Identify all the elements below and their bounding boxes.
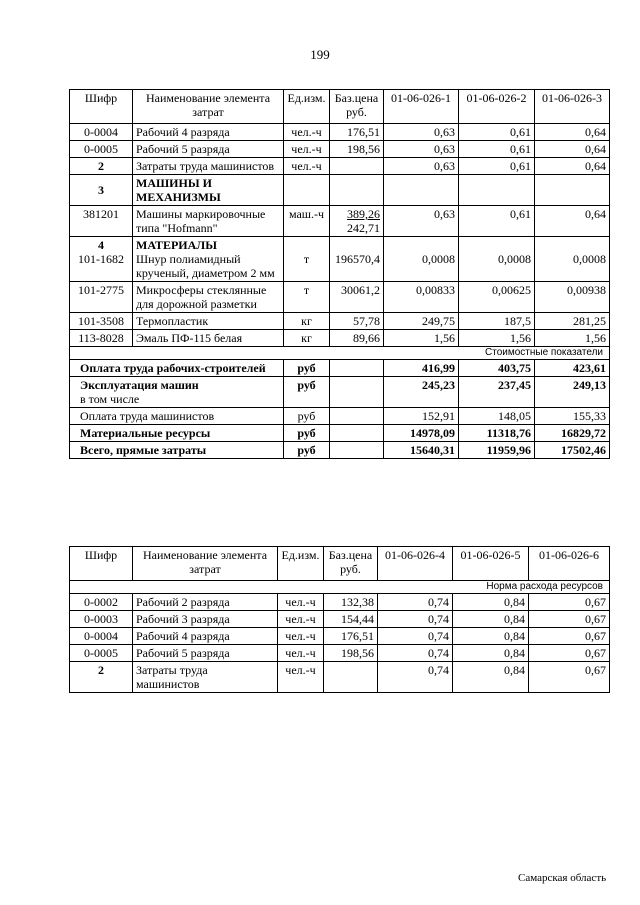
cell-price: 57,78 <box>330 313 384 330</box>
cell-value-2: 187,5 <box>459 313 535 330</box>
cell-value-2: 0,84 <box>453 594 529 611</box>
cell-name <box>133 237 284 282</box>
empty-cell <box>330 442 384 459</box>
cell-name: Рабочий 5 разряда <box>133 645 278 662</box>
section-row <box>70 237 610 282</box>
cell-name: Затраты труда машинистов <box>133 662 278 693</box>
cell-price: 176,51 <box>324 628 378 645</box>
cell-value-1: 0,63 <box>384 124 459 141</box>
cell-unit: кг <box>284 313 330 330</box>
cell-value-2: 0,84 <box>453 645 529 662</box>
cost-unit: руб <box>284 377 330 408</box>
cost-value-1: 15640,31 <box>384 442 459 459</box>
cell-value-2: 0,0008 <box>459 237 535 282</box>
cost-title: Эксплуатация машин <box>80 378 199 392</box>
cell-price: 196570,4 <box>330 237 384 282</box>
cell-value-3: 0,64 <box>535 206 610 237</box>
cell-price: 89,66 <box>330 330 384 347</box>
cost-value-2: 11959,96 <box>459 442 535 459</box>
empty-cell <box>535 175 610 206</box>
section-code <box>70 237 133 282</box>
cell-unit: чел.-ч <box>284 158 330 175</box>
cost-value-2: 237,45 <box>459 377 535 408</box>
table-row <box>70 330 610 347</box>
cell-unit: т <box>284 282 330 313</box>
cell-value-1: 0,74 <box>378 628 453 645</box>
cost-value-2: 11318,76 <box>459 425 535 442</box>
cell-value-2: 0,84 <box>453 628 529 645</box>
cell-value-1: 0,74 <box>378 611 453 628</box>
cell-value-2: 0,61 <box>459 206 535 237</box>
empty-cell <box>284 175 330 206</box>
cost-row <box>70 377 610 408</box>
cost-value-1: 245,23 <box>384 377 459 408</box>
cell-price: 132,38 <box>324 594 378 611</box>
table-row <box>70 282 610 313</box>
cost-value-1: 416,99 <box>384 360 459 377</box>
cost-subtitle: в том числе <box>80 392 140 406</box>
section-label-row <box>70 347 610 360</box>
price-primary: 389,26 <box>347 207 380 221</box>
cell-name: Рабочий 4 разряда <box>133 124 284 141</box>
cell-price <box>330 158 384 175</box>
header-price: Баз.цена руб. <box>330 90 384 124</box>
cell-name: Рабочий 2 разряда <box>133 594 278 611</box>
header-price: Баз.цена руб. <box>324 547 378 581</box>
cell-unit: чел.-ч <box>278 594 324 611</box>
cost-row <box>70 442 610 459</box>
cell-code: 0-0002 <box>70 594 133 611</box>
cell-value-3: 0,64 <box>535 141 610 158</box>
empty-cell <box>330 360 384 377</box>
cell-value-3: 0,67 <box>529 662 610 693</box>
header-name: Наименование элемента затрат <box>133 547 278 581</box>
cell-value-3: 0,00938 <box>535 282 610 313</box>
page-number: 199 <box>310 47 330 62</box>
cell-code: 101-3508 <box>70 313 133 330</box>
cost-unit: руб <box>284 360 330 377</box>
cell-name: Машины маркировочные типа "Hofmann" <box>133 206 284 237</box>
table-row <box>70 313 610 330</box>
cost-row <box>70 408 610 425</box>
cost-value-3: 155,33 <box>535 408 610 425</box>
cell-unit: чел.-ч <box>284 124 330 141</box>
empty-cell <box>330 175 384 206</box>
cost-name: Материальные ресурсы <box>70 425 284 442</box>
section-number: 4 <box>98 238 104 252</box>
table-row <box>70 611 610 628</box>
cell-value-2: 1,56 <box>459 330 535 347</box>
cell-value-3: 0,67 <box>529 628 610 645</box>
header-unit: Ед.изм. <box>278 547 324 581</box>
table-row <box>70 628 610 645</box>
cell-price: 30061,2 <box>330 282 384 313</box>
cell-value-2: 0,61 <box>459 158 535 175</box>
table-row <box>70 158 610 175</box>
empty-cell <box>330 377 384 408</box>
cell-price: 198,56 <box>330 141 384 158</box>
cost-row <box>70 425 610 442</box>
cell-value-2: 0,00625 <box>459 282 535 313</box>
cell-code: 2 <box>70 158 133 175</box>
section-title: МАТЕРИАЛЫ <box>136 238 217 252</box>
cell-name: Затраты труда машинистов <box>133 158 284 175</box>
norm-section-label: Норма расхода ресурсов <box>70 581 610 594</box>
empty-cell <box>384 175 459 206</box>
cell-value-1: 0,00833 <box>384 282 459 313</box>
cost-name <box>70 377 284 408</box>
header-unit: Ед.изм. <box>284 90 330 124</box>
cell-price: 176,51 <box>330 124 384 141</box>
cell-value-3: 0,67 <box>529 594 610 611</box>
cell-value-3: 281,25 <box>535 313 610 330</box>
header-code: Шифр <box>70 90 133 124</box>
empty-cell <box>324 662 378 693</box>
cell-name: Микросферы стеклянные для дорожной разметки <box>133 282 284 313</box>
cost-value-1: 152,91 <box>384 408 459 425</box>
table-row <box>70 124 610 141</box>
cell-value-3: 0,67 <box>529 645 610 662</box>
table-header-row <box>70 90 610 124</box>
resource-table-1 <box>69 89 610 459</box>
cell-value-1: 0,63 <box>384 141 459 158</box>
header-col-6: 01-06-026-6 <box>529 547 610 581</box>
cell-value-1: 249,75 <box>384 313 459 330</box>
cell-price <box>330 206 384 237</box>
cost-name: Всего, прямые затраты <box>70 442 284 459</box>
table-row <box>70 594 610 611</box>
cell-value-2: 0,84 <box>453 662 529 693</box>
cell-name: Рабочий 3 разряда <box>133 611 278 628</box>
cell-unit: чел.-ч <box>278 611 324 628</box>
cell-code: 0-0004 <box>70 124 133 141</box>
footer-region: Самарская область <box>518 872 607 884</box>
cost-unit: руб <box>284 425 330 442</box>
table-header-row <box>70 547 610 581</box>
cell-value-3: 0,0008 <box>535 237 610 282</box>
cost-value-3: 16829,72 <box>535 425 610 442</box>
cost-value-2: 148,05 <box>459 408 535 425</box>
cell-code: 101-2775 <box>70 282 133 313</box>
cell-value-3: 0,67 <box>529 611 610 628</box>
cell-name: Рабочий 4 разряда <box>133 628 278 645</box>
section-row <box>70 175 610 206</box>
cell-unit: маш.-ч <box>284 206 330 237</box>
cell-code: 381201 <box>70 206 133 237</box>
cell-value-2: 0,84 <box>453 611 529 628</box>
empty-cell <box>459 175 535 206</box>
header-col-1: 01-06-026-1 <box>384 90 459 124</box>
header-col-4: 01-06-026-4 <box>378 547 453 581</box>
cost-row <box>70 360 610 377</box>
table-row <box>70 645 610 662</box>
cell-value-1: 1,56 <box>384 330 459 347</box>
cell-unit: чел.-ч <box>278 662 324 693</box>
cell-value-1: 0,74 <box>378 662 453 693</box>
header-col-3: 01-06-026-3 <box>535 90 610 124</box>
cost-name: Оплата труда машинистов <box>70 408 284 425</box>
cell-code: 0-0004 <box>70 628 133 645</box>
cell-value-3: 0,64 <box>535 158 610 175</box>
material-name: Шнур полиамидный крученый, диаметром 2 мм <box>136 252 275 280</box>
cell-code: 0-0005 <box>70 141 133 158</box>
cell-price: 198,56 <box>324 645 378 662</box>
cell-unit: чел.-ч <box>278 628 324 645</box>
price-secondary: 242,71 <box>347 221 380 235</box>
cell-code: 101-1682 <box>78 252 124 266</box>
cell-name: Эмаль ПФ-115 белая <box>133 330 284 347</box>
cell-value-3: 1,56 <box>535 330 610 347</box>
cost-value-3: 17502,46 <box>535 442 610 459</box>
section-label-row <box>70 581 610 594</box>
table-row <box>70 662 610 693</box>
cell-value-2: 0,61 <box>459 124 535 141</box>
cell-value-1: 0,74 <box>378 645 453 662</box>
cell-name: Термопластик <box>133 313 284 330</box>
cost-unit: руб <box>284 442 330 459</box>
cell-value-1: 0,63 <box>384 158 459 175</box>
cell-unit: чел.-ч <box>284 141 330 158</box>
cell-value-1: 0,63 <box>384 206 459 237</box>
cell-code: 0-0005 <box>70 645 133 662</box>
cell-value-1: 0,74 <box>378 594 453 611</box>
cell-code: 113-8028 <box>70 330 133 347</box>
cost-value-1: 14978,09 <box>384 425 459 442</box>
header-col-2: 01-06-026-2 <box>459 90 535 124</box>
cell-price: 154,44 <box>324 611 378 628</box>
empty-cell <box>330 408 384 425</box>
header-name: Наименование элемента затрат <box>133 90 284 124</box>
cell-name: Рабочий 5 разряда <box>133 141 284 158</box>
cell-unit: чел.-ч <box>278 645 324 662</box>
table-row <box>70 206 610 237</box>
cell-value-3: 0,64 <box>535 124 610 141</box>
cell-value-1: 0,0008 <box>384 237 459 282</box>
cost-name: Оплата труда рабочих-строителей <box>70 360 284 377</box>
section-code: 3 <box>70 175 133 206</box>
cell-value-2: 0,61 <box>459 141 535 158</box>
cost-value-3: 249,13 <box>535 377 610 408</box>
header-code: Шифр <box>70 547 133 581</box>
cost-section-label: Стоимостные показатели <box>70 347 610 360</box>
header-col-5: 01-06-026-5 <box>453 547 529 581</box>
cell-unit: т <box>284 237 330 282</box>
empty-cell <box>330 425 384 442</box>
cost-unit: руб <box>284 408 330 425</box>
resource-table-2 <box>69 546 610 693</box>
section-title: МАШИНЫ И МЕХАНИЗМЫ <box>133 175 284 206</box>
cell-unit: кг <box>284 330 330 347</box>
cost-value-2: 403,75 <box>459 360 535 377</box>
cell-code: 2 <box>70 662 133 693</box>
cell-code: 0-0003 <box>70 611 133 628</box>
table-row <box>70 141 610 158</box>
cost-value-3: 423,61 <box>535 360 610 377</box>
